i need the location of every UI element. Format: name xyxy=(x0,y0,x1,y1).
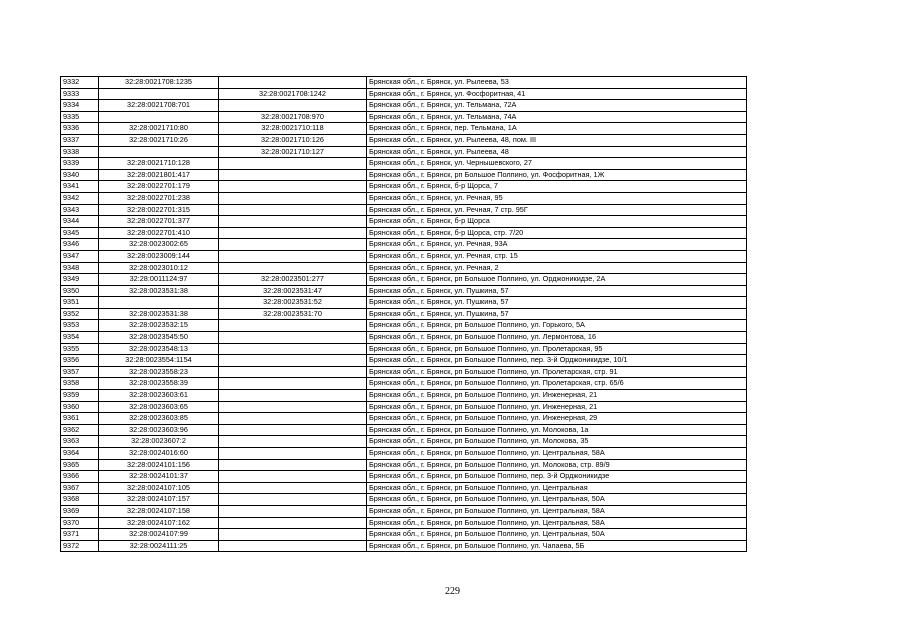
row-number-cell: 9358 xyxy=(61,378,99,390)
cadastral-number-cell xyxy=(99,88,219,100)
row-number-cell: 9368 xyxy=(61,494,99,506)
related-cadastral-number-cell xyxy=(219,424,367,436)
table-row xyxy=(61,378,747,390)
registry-table-body xyxy=(61,77,747,552)
row-number-cell: 9356 xyxy=(61,355,99,367)
table-row xyxy=(61,158,747,170)
row-number-cell: 9346 xyxy=(61,239,99,251)
cadastral-number-cell: 32:28:0021801:417 xyxy=(99,169,219,181)
row-number-cell: 9335 xyxy=(61,111,99,123)
table-row xyxy=(61,297,747,309)
address-cell: Брянская обл., г. Брянск, рп Большое Полпино, ул. Инженерная, 29 xyxy=(367,413,747,425)
table-row xyxy=(61,366,747,378)
table-row xyxy=(61,192,747,204)
row-number-cell: 9362 xyxy=(61,424,99,436)
related-cadastral-number-cell xyxy=(219,227,367,239)
related-cadastral-number-cell: 32:28:0023501:277 xyxy=(219,274,367,286)
related-cadastral-number-cell xyxy=(219,529,367,541)
row-number-cell: 9359 xyxy=(61,390,99,402)
row-number-cell: 9369 xyxy=(61,505,99,517)
row-number-cell: 9350 xyxy=(61,285,99,297)
address-cell: Брянская обл., г. Брянск, ул. Речная, 95 xyxy=(367,192,747,204)
cadastral-number-cell xyxy=(99,146,219,158)
row-number-cell: 9371 xyxy=(61,529,99,541)
cadastral-number-cell: 32:28:0021710:26 xyxy=(99,134,219,146)
table-row xyxy=(61,262,747,274)
related-cadastral-number-cell xyxy=(219,436,367,448)
row-number-cell: 9370 xyxy=(61,517,99,529)
cadastral-number-cell: 32:28:0024016:60 xyxy=(99,448,219,460)
row-number-cell: 9363 xyxy=(61,436,99,448)
cadastral-number-cell: 32:28:0021708:1235 xyxy=(99,77,219,89)
cadastral-number-cell: 32:28:0022701:238 xyxy=(99,192,219,204)
cadastral-number-cell: 32:28:0023554:1154 xyxy=(99,355,219,367)
cadastral-number-cell: 32:28:0023607:2 xyxy=(99,436,219,448)
row-number-cell: 9343 xyxy=(61,204,99,216)
related-cadastral-number-cell xyxy=(219,320,367,332)
address-cell: Брянская обл., г. Брянск, ул. Рылеева, 48, пом. III xyxy=(367,134,747,146)
row-number-cell: 9337 xyxy=(61,134,99,146)
related-cadastral-number-cell xyxy=(219,158,367,170)
row-number-cell: 9344 xyxy=(61,216,99,228)
table-row xyxy=(61,134,747,146)
cadastral-number-cell: 32:28:0023010:12 xyxy=(99,262,219,274)
related-cadastral-number-cell: 32:28:0021710:118 xyxy=(219,123,367,135)
table-row xyxy=(61,494,747,506)
address-cell: Брянская обл., г. Брянск, ул. Пушкина, 57 xyxy=(367,308,747,320)
cadastral-number-cell: 32:28:0023558:39 xyxy=(99,378,219,390)
row-number-cell: 9334 xyxy=(61,100,99,112)
row-number-cell: 9340 xyxy=(61,169,99,181)
related-cadastral-number-cell xyxy=(219,77,367,89)
address-cell: Брянская обл., г. Брянск, ул. Тельмана, 72А xyxy=(367,100,747,112)
cadastral-number-cell: 32:28:0024107:99 xyxy=(99,529,219,541)
row-number-cell: 9338 xyxy=(61,146,99,158)
related-cadastral-number-cell xyxy=(219,471,367,483)
address-cell: Брянская обл., г. Брянск, рп Большое Полпино, пер. 3-й Орджоникидзе xyxy=(367,471,747,483)
address-cell: Брянская обл., г. Брянск, рп Большое Полпино, ул. Горького, 5А xyxy=(367,320,747,332)
table-row xyxy=(61,100,747,112)
related-cadastral-number-cell xyxy=(219,378,367,390)
row-number-cell: 9332 xyxy=(61,77,99,89)
address-cell: Брянская обл., г. Брянск, рп Большое Полпино, ул. Пролетарская, стр. 65/6 xyxy=(367,378,747,390)
row-number-cell: 9347 xyxy=(61,250,99,262)
address-cell: Брянская обл., г. Брянск, рп Большое Полпино, ул. Центральная, 50А xyxy=(367,529,747,541)
related-cadastral-number-cell xyxy=(219,390,367,402)
address-cell: Брянская обл., г. Брянск, ул. Рылеева, 48 xyxy=(367,146,747,158)
row-number-cell: 9348 xyxy=(61,262,99,274)
address-cell: Брянская обл., г. Брянск, ул. Тельмана, 74А xyxy=(367,111,747,123)
cadastral-number-cell xyxy=(99,297,219,309)
cadastral-number-cell: 32:28:0023548:13 xyxy=(99,343,219,355)
registry-table xyxy=(60,76,747,552)
address-cell: Брянская обл., г. Брянск, б-р Щорса, 7 xyxy=(367,181,747,193)
related-cadastral-number-cell xyxy=(219,250,367,262)
related-cadastral-number-cell xyxy=(219,505,367,517)
row-number-cell: 9365 xyxy=(61,459,99,471)
address-cell: Брянская обл., г. Брянск, рп Большое Полпино, ул. Фосфоритная, 1Ж xyxy=(367,169,747,181)
cadastral-number-cell xyxy=(99,111,219,123)
row-number-cell: 9345 xyxy=(61,227,99,239)
table-row xyxy=(61,77,747,89)
cadastral-number-cell: 32:28:0024107:158 xyxy=(99,505,219,517)
address-cell: Брянская обл., г. Брянск, рп Большое Полпино, ул. Инженерная, 21 xyxy=(367,401,747,413)
address-cell: Брянская обл., г. Брянск, рп Большое Полпино, ул. Молокова, 35 xyxy=(367,436,747,448)
table-row xyxy=(61,459,747,471)
table-row xyxy=(61,274,747,286)
address-cell: Брянская обл., г. Брянск, рп Большое Полпино, ул. Пролетарская, стр. 91 xyxy=(367,366,747,378)
row-number-cell: 9367 xyxy=(61,482,99,494)
related-cadastral-number-cell: 32:28:0023531:47 xyxy=(219,285,367,297)
table-row xyxy=(61,146,747,158)
related-cadastral-number-cell: 32:28:0021708:1242 xyxy=(219,88,367,100)
address-cell: Брянская обл., г. Брянск, рп Большое Полпино, ул. Инженерная, 21 xyxy=(367,390,747,402)
cadastral-number-cell: 32:28:0023545:50 xyxy=(99,332,219,344)
table-row xyxy=(61,169,747,181)
related-cadastral-number-cell xyxy=(219,181,367,193)
address-cell: Брянская обл., г. Брянск, рп Большое Полпино, ул. Центральная, 50А xyxy=(367,494,747,506)
table-row xyxy=(61,529,747,541)
cadastral-number-cell: 32:28:0021710:80 xyxy=(99,123,219,135)
cadastral-number-cell: 32:28:0021710:128 xyxy=(99,158,219,170)
row-number-cell: 9349 xyxy=(61,274,99,286)
address-cell: Брянская обл., г. Брянск, б-р Щорса, стр. 7/20 xyxy=(367,227,747,239)
address-cell: Брянская обл., г. Брянск, рп Большое Полпино, пер. 3-й Орджоникидзе, 10/1 xyxy=(367,355,747,367)
related-cadastral-number-cell xyxy=(219,401,367,413)
cadastral-number-cell: 32:28:0021708:701 xyxy=(99,100,219,112)
related-cadastral-number-cell xyxy=(219,239,367,251)
related-cadastral-number-cell xyxy=(219,517,367,529)
related-cadastral-number-cell xyxy=(219,169,367,181)
table-row xyxy=(61,204,747,216)
cadastral-number-cell: 32:28:0023531:38 xyxy=(99,308,219,320)
row-number-cell: 9355 xyxy=(61,343,99,355)
row-number-cell: 9352 xyxy=(61,308,99,320)
row-number-cell: 9361 xyxy=(61,413,99,425)
address-cell: Брянская обл., г. Брянск, ул. Речная, 2 xyxy=(367,262,747,274)
table-row xyxy=(61,308,747,320)
page-number: 229 xyxy=(445,586,460,597)
cadastral-number-cell: 32:28:0023532:15 xyxy=(99,320,219,332)
table-row xyxy=(61,390,747,402)
address-cell: Брянская обл., г. Брянск, рп Большое Полпино, ул. Орджоникидзе, 2А xyxy=(367,274,747,286)
table-row xyxy=(61,285,747,297)
table-row xyxy=(61,436,747,448)
address-cell: Брянская обл., г. Брянск, рп Большое Полпино, ул. Молокова, стр. 89/9 xyxy=(367,459,747,471)
related-cadastral-number-cell: 32:28:0021708:970 xyxy=(219,111,367,123)
table-row xyxy=(61,343,747,355)
table-row xyxy=(61,424,747,436)
address-cell: Брянская обл., г. Брянск, рп Большое Полпино, ул. Чапаева, 5Б xyxy=(367,540,747,552)
table-row xyxy=(61,216,747,228)
table-row xyxy=(61,123,747,135)
table-row xyxy=(61,401,747,413)
row-number-cell: 9364 xyxy=(61,448,99,460)
address-cell: Брянская обл., г. Брянск, ул. Речная, стр. 15 xyxy=(367,250,747,262)
cadastral-number-cell: 32:28:0022701:410 xyxy=(99,227,219,239)
related-cadastral-number-cell xyxy=(219,262,367,274)
cadastral-number-cell: 32:28:0023531:38 xyxy=(99,285,219,297)
address-cell: Брянская обл., г. Брянск, рп Большое Полпино, ул. Лермонтова, 16 xyxy=(367,332,747,344)
row-number-cell: 9360 xyxy=(61,401,99,413)
address-cell: Брянская обл., г. Брянск, б-р Щорса xyxy=(367,216,747,228)
related-cadastral-number-cell: 32:28:0023531:52 xyxy=(219,297,367,309)
related-cadastral-number-cell: 32:28:0021710:126 xyxy=(219,134,367,146)
row-number-cell: 9354 xyxy=(61,332,99,344)
address-cell: Брянская обл., г. Брянск, рп Большое Полпино, ул. Центральная, 58А xyxy=(367,448,747,460)
cadastral-number-cell: 32:28:0023558:23 xyxy=(99,366,219,378)
table-row xyxy=(61,448,747,460)
related-cadastral-number-cell xyxy=(219,482,367,494)
table-row xyxy=(61,517,747,529)
related-cadastral-number-cell xyxy=(219,366,367,378)
cadastral-number-cell: 32:28:0023002:65 xyxy=(99,239,219,251)
related-cadastral-number-cell: 32:28:0021710:127 xyxy=(219,146,367,158)
table-row xyxy=(61,250,747,262)
row-number-cell: 9333 xyxy=(61,88,99,100)
cadastral-number-cell: 32:28:0024101:37 xyxy=(99,471,219,483)
table-row xyxy=(61,111,747,123)
related-cadastral-number-cell xyxy=(219,540,367,552)
address-cell: Брянская обл., г. Брянск, ул. Речная, 93А xyxy=(367,239,747,251)
related-cadastral-number-cell xyxy=(219,448,367,460)
address-cell: Брянская обл., г. Брянск, рп Большое Полпино, ул. Центральная, 58А xyxy=(367,505,747,517)
cadastral-number-cell: 32:28:0024107:162 xyxy=(99,517,219,529)
address-cell: Брянская обл., г. Брянск, ул. Пушкина, 57 xyxy=(367,297,747,309)
related-cadastral-number-cell xyxy=(219,494,367,506)
table-row xyxy=(61,332,747,344)
row-number-cell: 9366 xyxy=(61,471,99,483)
address-cell: Брянская обл., г. Брянск, ул. Фосфоритная, 41 xyxy=(367,88,747,100)
table-row xyxy=(61,482,747,494)
address-cell: Брянская обл., г. Брянск, рп Большое Полпино, ул. Центральная, 58А xyxy=(367,517,747,529)
cadastral-number-cell: 32:28:0023603:96 xyxy=(99,424,219,436)
related-cadastral-number-cell xyxy=(219,355,367,367)
cadastral-number-cell: 32:28:0022701:377 xyxy=(99,216,219,228)
related-cadastral-number-cell xyxy=(219,413,367,425)
table-row xyxy=(61,505,747,517)
related-cadastral-number-cell xyxy=(219,204,367,216)
cadastral-number-cell: 32:28:0024107:105 xyxy=(99,482,219,494)
related-cadastral-number-cell xyxy=(219,332,367,344)
address-cell: Брянская обл., г. Брянск, рп Большое Полпино, ул. Молокова, 1а xyxy=(367,424,747,436)
cadastral-number-cell: 32:28:0011124:97 xyxy=(99,274,219,286)
table-row xyxy=(61,88,747,100)
row-number-cell: 9357 xyxy=(61,366,99,378)
table-row xyxy=(61,540,747,552)
row-number-cell: 9339 xyxy=(61,158,99,170)
table-row xyxy=(61,413,747,425)
cadastral-number-cell: 32:28:0023603:65 xyxy=(99,401,219,413)
related-cadastral-number-cell xyxy=(219,100,367,112)
row-number-cell: 9353 xyxy=(61,320,99,332)
cadastral-number-cell: 32:28:0023009:144 xyxy=(99,250,219,262)
related-cadastral-number-cell xyxy=(219,343,367,355)
address-cell: Брянская обл., г. Брянск, ул. Пушкина, 57 xyxy=(367,285,747,297)
address-cell: Брянская обл., г. Брянск, рп Большое Полпино, ул. Центральная xyxy=(367,482,747,494)
address-cell: Брянская обл., г. Брянск, рп Большое Полпино, ул. Пролетарская, 95 xyxy=(367,343,747,355)
cadastral-number-cell: 32:28:0024101:156 xyxy=(99,459,219,471)
cadastral-number-cell: 32:28:0023603:61 xyxy=(99,390,219,402)
cadastral-number-cell: 32:28:0022701:315 xyxy=(99,204,219,216)
row-number-cell: 9342 xyxy=(61,192,99,204)
table-row xyxy=(61,471,747,483)
table-row xyxy=(61,320,747,332)
related-cadastral-number-cell xyxy=(219,459,367,471)
cadastral-number-cell: 32:28:0023603:85 xyxy=(99,413,219,425)
related-cadastral-number-cell: 32:28:0023531:70 xyxy=(219,308,367,320)
address-cell: Брянская обл., г. Брянск, ул. Рылеева, 53 xyxy=(367,77,747,89)
row-number-cell: 9341 xyxy=(61,181,99,193)
table-row xyxy=(61,355,747,367)
cadastral-number-cell: 32:28:0022701:179 xyxy=(99,181,219,193)
table-row xyxy=(61,239,747,251)
row-number-cell: 9336 xyxy=(61,123,99,135)
table-row xyxy=(61,181,747,193)
table-row xyxy=(61,227,747,239)
related-cadastral-number-cell xyxy=(219,216,367,228)
cadastral-number-cell: 32:28:0024111:25 xyxy=(99,540,219,552)
address-cell: Брянская обл., г. Брянск, пер. Тельмана, 1А xyxy=(367,123,747,135)
related-cadastral-number-cell xyxy=(219,192,367,204)
cadastral-number-cell: 32:28:0024107:157 xyxy=(99,494,219,506)
row-number-cell: 9372 xyxy=(61,540,99,552)
address-cell: Брянская обл., г. Брянск, ул. Речная, 7 стр. 95Г xyxy=(367,204,747,216)
row-number-cell: 9351 xyxy=(61,297,99,309)
address-cell: Брянская обл., г. Брянск, ул. Чернышевского, 27 xyxy=(367,158,747,170)
